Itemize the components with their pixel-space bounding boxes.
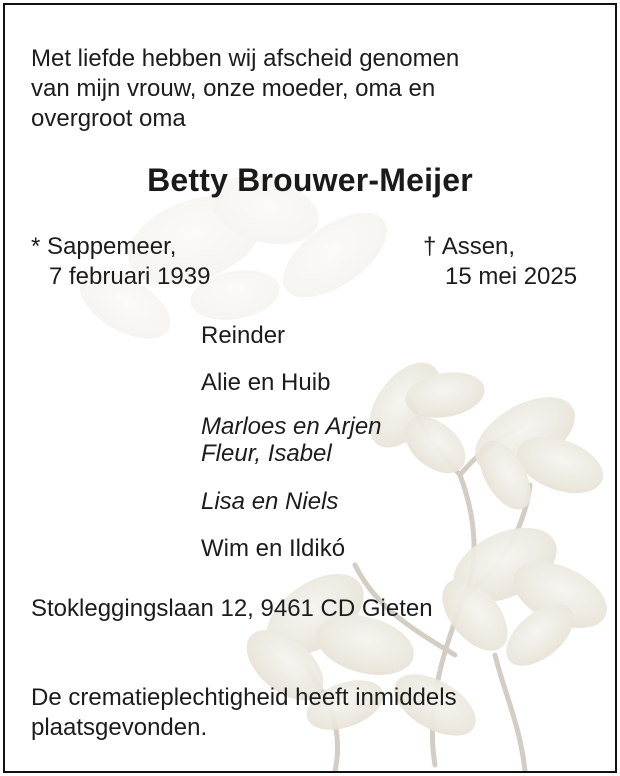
intro-text: [31, 44, 459, 134]
announcement-card: [3, 3, 617, 773]
intro-line: overgroot oma: [31, 105, 186, 132]
birth-place: * Sappemeer,: [31, 233, 177, 260]
family-member: Reinder: [201, 322, 286, 349]
closing-text: [31, 683, 457, 743]
announcement-content: [5, 5, 615, 771]
closing-line: De crematieplechtigheid heeft inmiddels: [31, 684, 457, 711]
address: Stokleggingslaan 12, 9461 CD Gieten: [31, 595, 433, 622]
family-member: Fleur, Isabel: [201, 440, 332, 467]
family-member: Marloes en Arjen: [201, 413, 382, 440]
intro-line: Met liefde hebben wij afscheid genomen: [31, 45, 460, 72]
death-place: † Assen,: [423, 233, 516, 260]
closing-line: plaatsgevonden.: [31, 714, 208, 741]
family-member: Wim en Ildikó: [201, 535, 346, 562]
death-date: 15 mei 2025: [445, 263, 578, 290]
intro-line: van mijn vrouw, onze moeder, oma en: [31, 75, 436, 102]
family-member: Lisa en Niels: [201, 488, 339, 515]
family-member: Alie en Huib: [201, 369, 331, 396]
deceased-name: Betty Brouwer-Meijer: [147, 162, 473, 198]
birth-date: 7 februari 1939: [49, 263, 211, 290]
